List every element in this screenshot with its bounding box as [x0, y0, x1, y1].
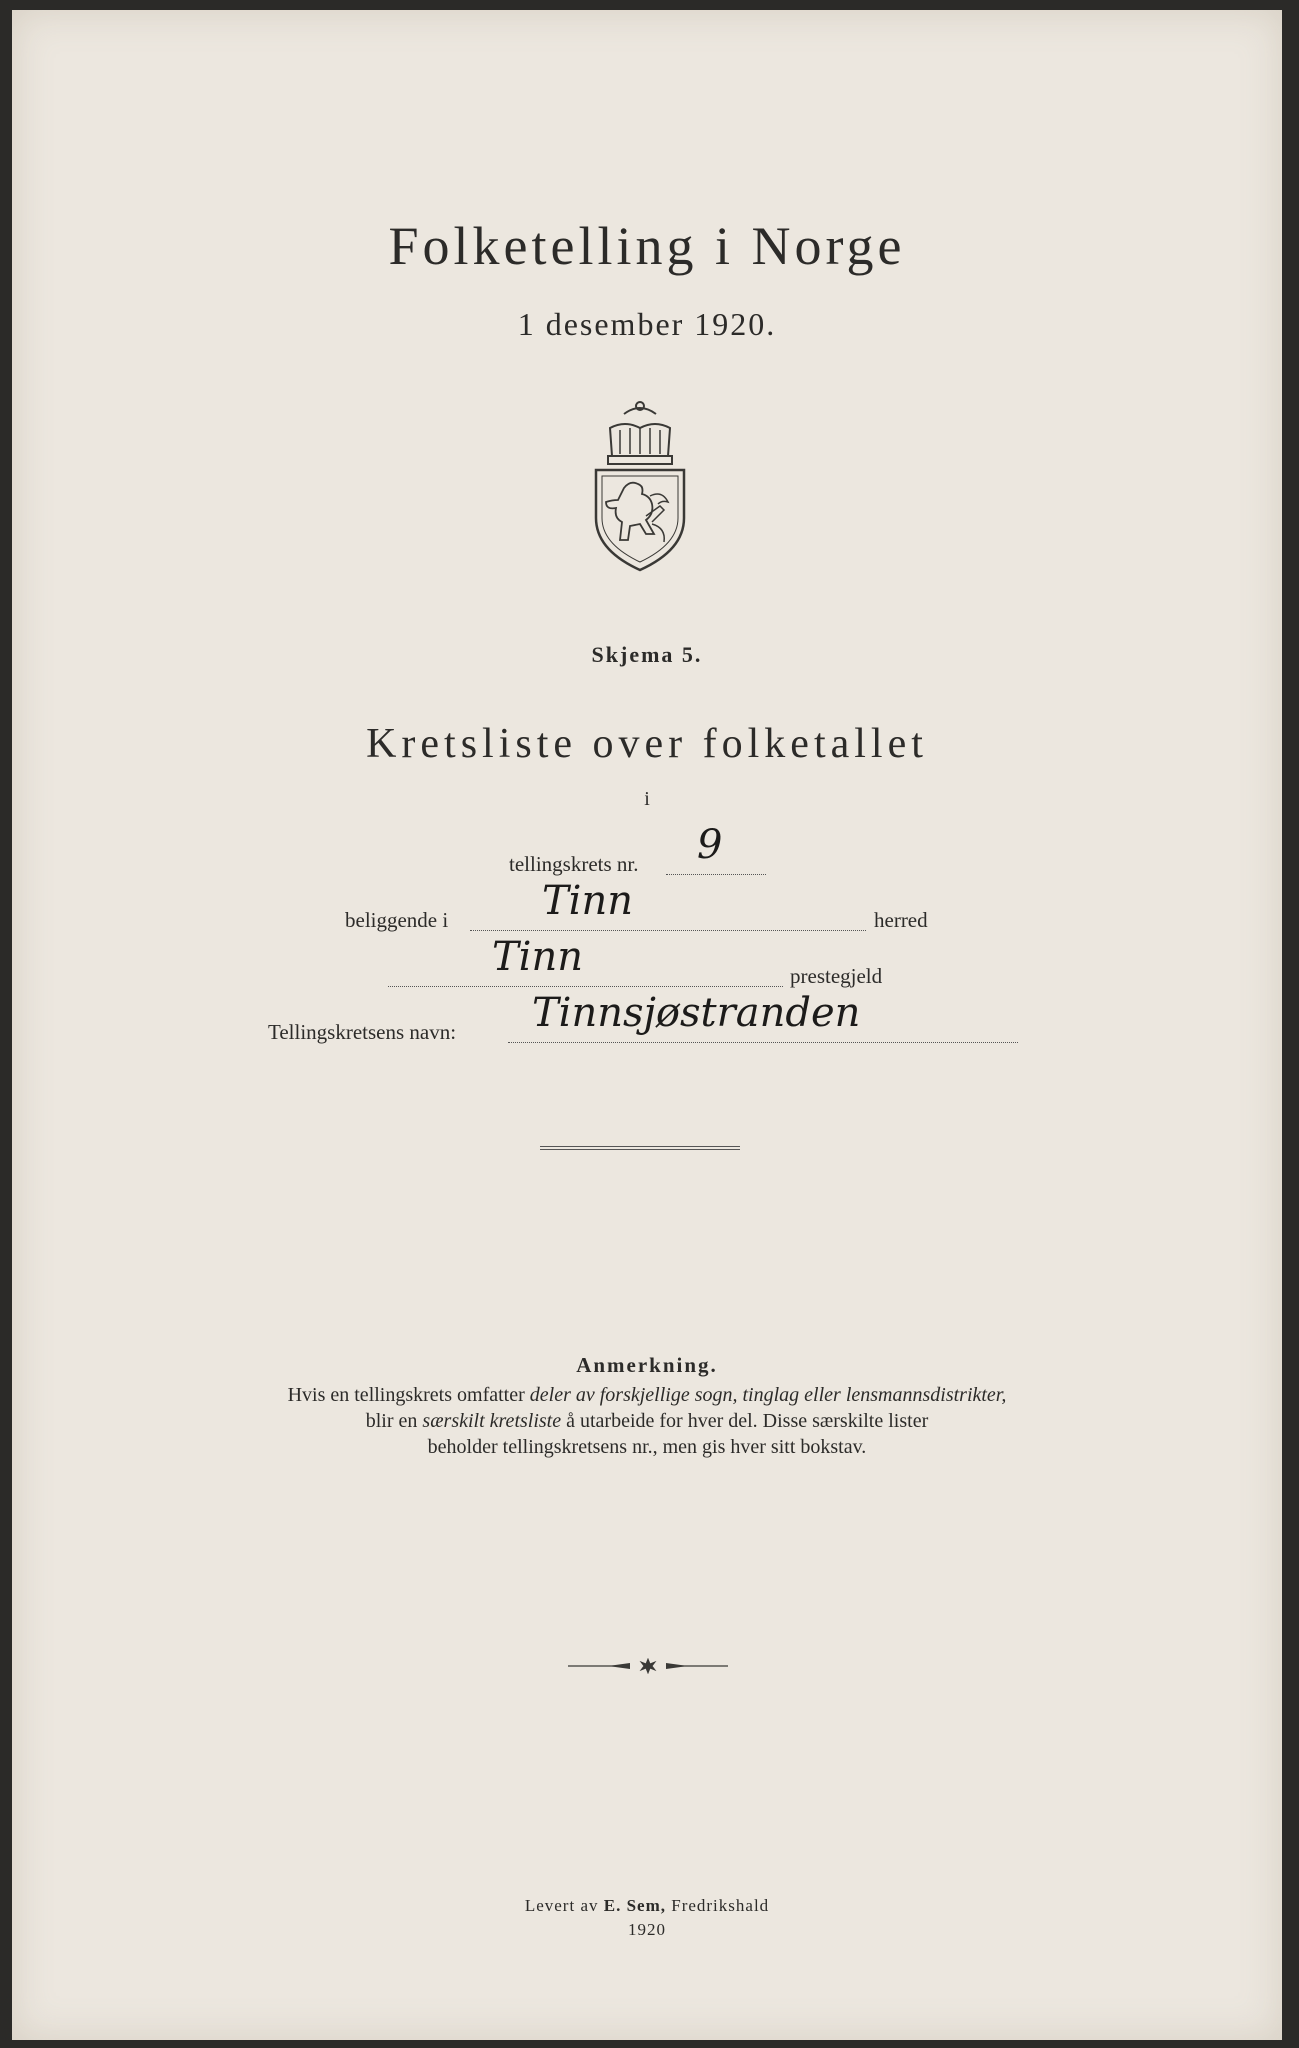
note-heading: Anmerkning.	[576, 1353, 718, 1377]
note-emphasis: særskilt kretsliste	[422, 1410, 562, 1432]
located-in-value: Tinn	[542, 878, 633, 924]
note-emphasis: deler av forskjellige sogn, tinglag eller lensmannsdistrikter,	[529, 1384, 1007, 1406]
herred-label: herred	[874, 908, 928, 932]
printer-credit	[12, 1896, 1282, 1916]
district-name-label: Tellingskretsens navn:	[268, 1020, 457, 1044]
norwegian-coat-of-arms-icon	[590, 398, 690, 574]
printer-text: Levert av	[524, 1896, 604, 1915]
note-text: Hvis en tellingskrets omfatter	[287, 1384, 530, 1406]
district-number-label: tellingskrets nr.	[509, 852, 639, 876]
district-number-value: 9	[697, 822, 723, 868]
note-line-3: beholder tellingskretsens nr., men gis hver sitt bokstav.	[427, 1436, 867, 1458]
printer-name: E. Sem,	[603, 1896, 666, 1915]
printer-year: 1920	[628, 1920, 666, 1939]
district-name-line	[508, 1042, 1018, 1043]
parish-label: prestegjeld	[790, 964, 883, 988]
printer-place: Fredrikshald	[665, 1896, 770, 1915]
connector-word: i	[644, 788, 650, 810]
located-in-label: beliggende i	[345, 908, 449, 932]
parish-value: Tinn	[492, 934, 583, 980]
divider	[540, 1146, 740, 1150]
form-heading: Kretsliste over folketallet	[366, 721, 928, 767]
located-in-line	[470, 930, 866, 931]
note-line-1	[12, 1382, 1282, 1408]
district-name-value: Tinnsjøstranden	[532, 990, 861, 1036]
note-line-2	[12, 1408, 1282, 1434]
page-title: Folketelling i Norge	[388, 216, 906, 276]
district-number-line	[666, 874, 766, 875]
star-ornament-icon	[568, 1658, 728, 1674]
schema-label: Skjema 5.	[591, 642, 703, 667]
census-date: 1 desember 1920.	[517, 306, 777, 342]
note-text: å utarbeide for hver del. Disse særskilte lister	[561, 1410, 929, 1432]
parish-line	[388, 986, 783, 987]
note-text: blir en	[365, 1410, 423, 1432]
census-form-page	[12, 10, 1282, 2040]
